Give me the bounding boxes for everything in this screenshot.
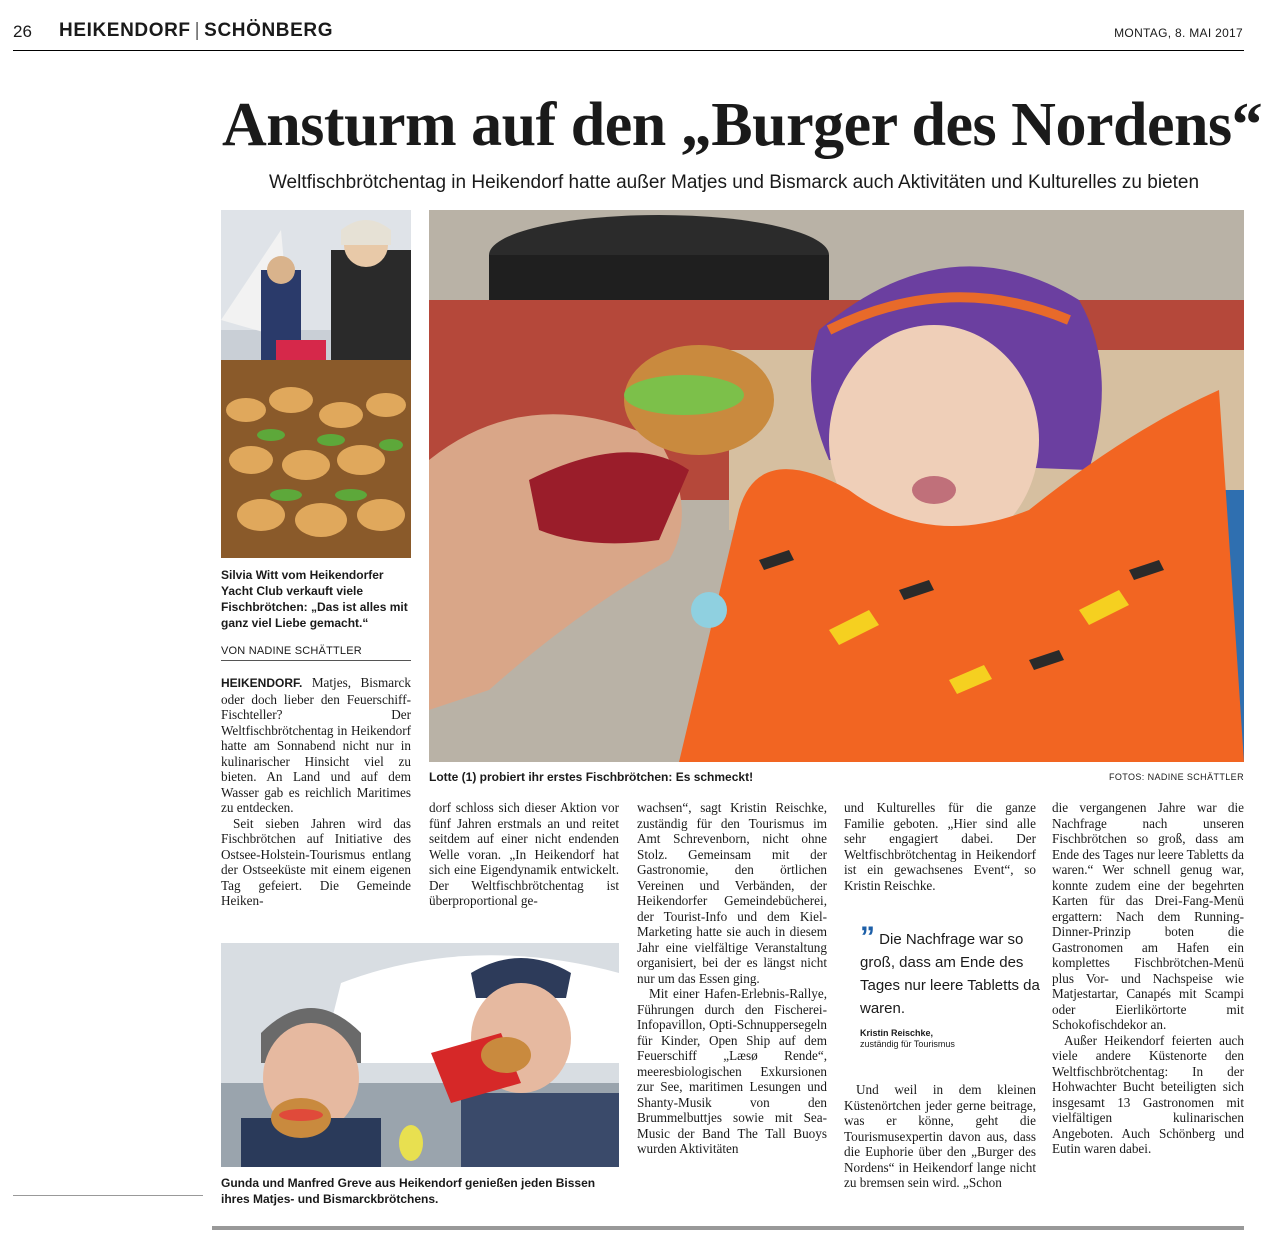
dateline: HEIKENDORF. bbox=[221, 676, 303, 690]
pull-quote bbox=[860, 921, 1040, 1050]
col4-paragraph-1: und Kulturelles für die ganze Familie geboten. „Hier sind alle sehr engagiert dabei. Der Weltfischbrötchentag in Heikendorf ist ein gewachsenes Event“, so Kristin Reischke. bbox=[844, 800, 1036, 893]
photo-credit: FOTOS: NADINE SCHÄTTLER bbox=[1108, 772, 1244, 782]
section-left: HEIKENDORF bbox=[59, 20, 191, 41]
issue-date: MONTAG, 8. MAI 2017 bbox=[1114, 26, 1243, 40]
col5-paragraph-2: Außer Heikendorf feierten auch viele andere Küstenorte den Weltfischbrötchentag: In der Hohwachter Bucht beteiligten sich insgesamt 13 Gastronomen mit vielfältigen kulinarischen Angeboten. Auch Schönberg und Eutin waren dabei. bbox=[1052, 1032, 1244, 1156]
col1-paragraph-2: Seit sieben Jahren wird das Fischbrötchen auf Initiative des Ostsee-Holstein-Tourismus entlang der Ostseeküste mit einem eigenen Tag gefeiert. Die Gemeinde Heiken- bbox=[221, 815, 411, 908]
col3-paragraph-2: Mit einer Hafen-Erlebnis-Rallye, Führungen durch den Fischerei-Infopavillon, Opti-Schnuppersegeln für Kinder, Open Ship auf dem Feuerschiff „Læsø Rende“, meeresbiologischen Exkursionen zur See, maritimen Lesungen und Shanty-Musik von den Brummelbuttjes sowie mit Sea-Music der Band The Tall Buoys wurden Aktivitäten bbox=[637, 986, 827, 1156]
photo-child-eating-icon bbox=[429, 210, 1244, 762]
subheadline: Weltfischbrötchentag in Heikendorf hatte außer Matjes und Bismarck auch Aktivitäten und Kulturelles zu bieten bbox=[268, 172, 1200, 193]
headline: Ansturm auf den „Burger des Nordens“ bbox=[222, 91, 1263, 159]
left-footer-rule bbox=[13, 1195, 203, 1196]
section-separator: | bbox=[194, 20, 201, 41]
article-column-5 bbox=[1052, 800, 1244, 1157]
article-column-4-bottom bbox=[844, 1082, 1036, 1191]
main-photo-caption: Lotte (1) probiert ihr erstes Fischbrötchen: Es schmeckt! bbox=[429, 770, 754, 784]
col3-paragraph-1: wachsen“, sagt Kristin Reischke, zuständig für den Tourismus im Amt Schrevenborn, nicht ohne Stolz. Gemeinsam mit der Gastronomie, den örtlichen Vereinen und Verbänden, der Heikendorfer Gemeindebücherei, der Tourist-Info und dem Kiel-Marketing hatte sie auch in diesem Jahr eine vielfältige Veranstaltung organisiert, bei der es längst nicht nur um das Essen ging. bbox=[637, 800, 827, 986]
quote-role: zuständig für Tourismus bbox=[860, 1039, 955, 1049]
bottom-rule bbox=[212, 1226, 1244, 1230]
photo-fish-rolls-icon bbox=[221, 210, 411, 558]
quote-mark-icon: ” bbox=[860, 921, 875, 954]
page-number: 26 bbox=[13, 22, 32, 41]
quote-text: Die Nachfrage war so groß, dass am Ende des Tages nur leere Tabletts da waren. bbox=[860, 931, 1040, 1017]
bottom-photo-caption: Gunda und Manfred Greve aus Heikendorf genießen jeden Bissen ihres Matjes- und Bismarckbrötchens. bbox=[221, 1176, 596, 1206]
section-right: SCHÖNBERG bbox=[204, 20, 334, 41]
col4-paragraph-2: Und weil in dem kleinen Küstenörtchen jeder gerne beitrage, was er könne, geht die Tourismusexpertin davon aus, dass die Euphorie über den „Burger des Nordens“ in Heikendorf lange nicht zu bremsen sein wird. „Schon bbox=[844, 1082, 1036, 1190]
article-column-2 bbox=[429, 800, 619, 909]
col5-paragraph-1: die vergangenen Jahre war die Nachfrage nach unseren Fischbrötchen so groß, dass am Ende des Tages nur leere Tabletts da waren.“ Wer schnell genug war, konnte zudem eine der begehrten Karten für das Drei-Fang-Menü ergattern: Nach dem Running-Dinner-Prinzip boten die Gastronomen am Hafen ein komplettes Fischbrötchen-Menü plus Vor- und Nachspeise wie Matjestartar, Canapés mit Scampi oder Eierlikörtorte mit Schokofischdekor an. bbox=[1052, 800, 1244, 1032]
article-column-1 bbox=[221, 675, 411, 909]
col1-paragraph-1: Matjes, Bismarck oder doch lieber den Feuerschiff-Fischteller? Der Weltfischbrötchentag in Heikendorf hatte am Sonnabend nicht nur in kulinarischer Hinsicht viel zu bieten. An Land und auf dem Wasser gab es reichlich Maritimes zu entdecken. bbox=[221, 675, 412, 815]
author-rule bbox=[221, 660, 411, 661]
author-line: VON NADINE SCHÄTTLER bbox=[221, 645, 362, 657]
header-rule bbox=[13, 50, 1244, 51]
photo-couple-eating-icon bbox=[221, 943, 619, 1167]
left-photo-caption: Silvia Witt vom Heikendorfer Yacht Club verkauft viele Fischbrötchen: „Das ist alles mit ganz viel Liebe gemacht.“ bbox=[221, 568, 408, 630]
quote-author: Kristin Reischke, bbox=[860, 1028, 934, 1038]
article-column-4-top bbox=[844, 800, 1036, 893]
section-title bbox=[59, 20, 333, 42]
col2-paragraph: dorf schloss sich dieser Aktion vor fünf Jahren erstmals an und reitet seitdem auf einer nicht endenden Welle voran. „In Heikendorf hat sich eine Eigendynamik entwickelt. Der Weltfischbrötchentag ist überproportional ge- bbox=[429, 800, 619, 908]
article-column-3 bbox=[637, 800, 827, 1157]
